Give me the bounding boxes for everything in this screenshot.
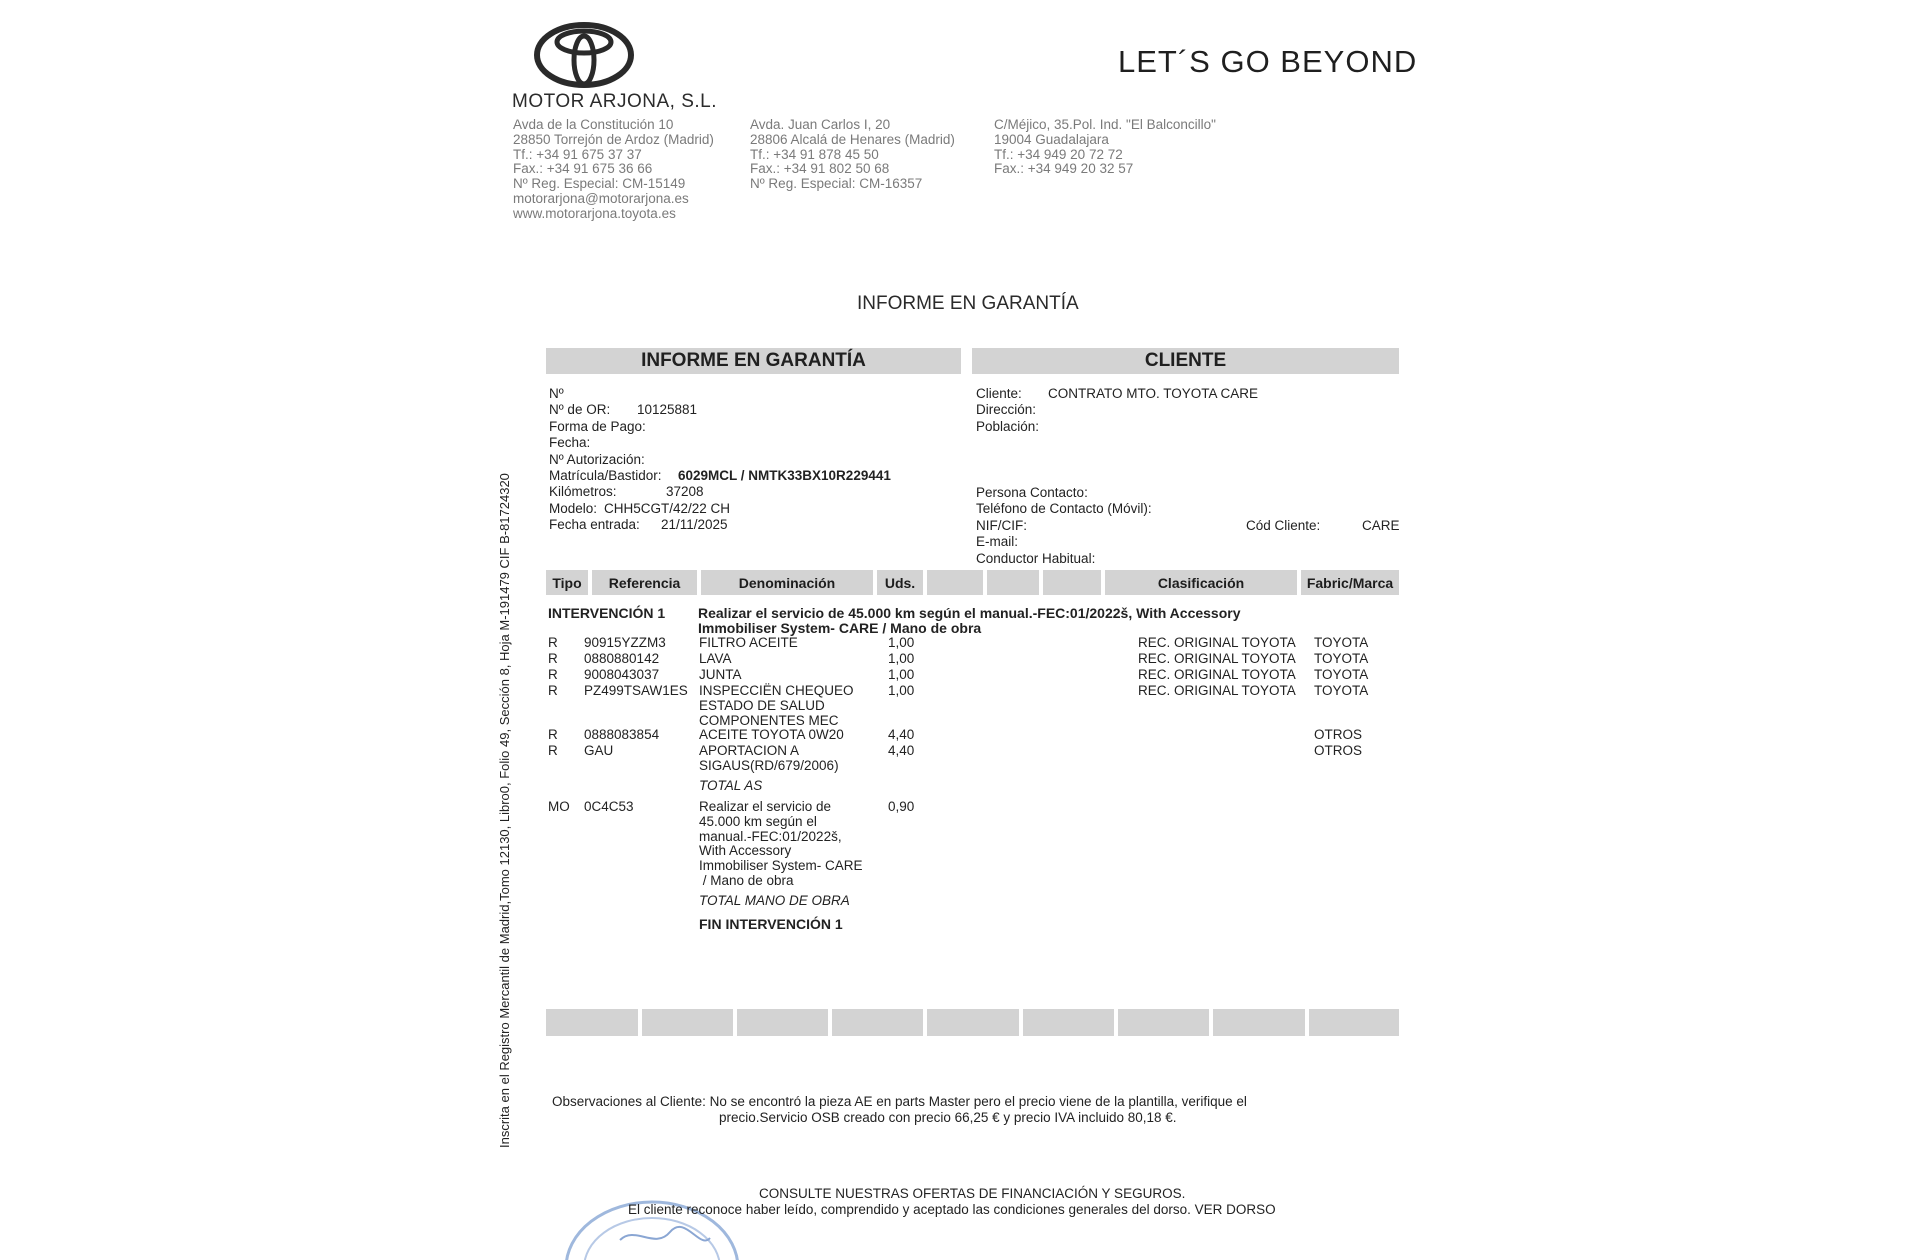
address-block-alcala: Avda. Juan Carlos I, 20 28806 Alcalá de Henares (Madrid) Tf.: +34 91 878 45 50 Fax.: +34 91 802 50 68 Nº Reg. Especial: CM-16357 (750, 117, 955, 192)
acceptance-notice: El cliente reconoce haber leído, comprendido y aceptado las condiciones generales del dorso. VER DORSO (628, 1202, 1276, 1217)
total-as: TOTAL AS (699, 778, 763, 793)
field-forma-pago: Forma de Pago: (549, 418, 646, 434)
field-or: Nº de OR: 10125881 (549, 402, 698, 418)
informe-heading: INFORME EN GARANTÍA (546, 348, 961, 374)
warranty-report-page: MOTOR ARJONA, S.L. LET´S GO BEYOND Avda de la Constitución 10 28850 Torrejón de Ardoz (Madrid) Tf.: +34 91 675 37 37 Fax.: +34 91 675 36 66 Nº Reg. Especial: CM-15149 motorarjona@motorarjona.es www.motorarjona.toyota.es Avda. Juan Carlos I, 20 28806 Alcalá de Henares (Madrid) Tf.: +34 91 878 45 50 Fax.: +34 91 802 50 68 Nº Reg. Especial: CM-16357 C/Méjico, 35.Pol. Ind. "El Balconcillo" 19004 Guadalajara Tf.: +34 949 20 72 72 Fax.: +34 949 20 32 57 INFORME EN GARANTÍA INFORME EN GARANTÍA CLIENTE Nº Nº de OR: 10125881 Forma de Pago: Fecha: Nº Autorización: Matrícula/Bastidor: 6029MCL / NMTK33BX10R229441 Kilómetros: 37208 Modelo: CHH5CGT/42/22 CH Fecha entrada: 21/11/2025 Cliente: CONTRATO MTO. TOYOTA CARE Dirección: Población: Persona Contacto: Teléfono de Contacto (Móvil): NIF/CIF: E-mail: Conductor Habitual: Cód Cliente: CARE Tipo Referencia Denominación Uds. Clasificación Fabric/Marca INTERVENCIÓN 1 Realizar el servicio de 45.000 km según el manual.-FEC:01/2022š, With Accessory Immobiliser System- CARE / Mano de obra R 90915YZZM3 FILTRO ACEITE 1,00 REC. ORIGINAL TOYOTA TOYOTA R 0880880142 LAVA 1,00 REC. ORIGINAL TOYOTA TOYOTA R 9008043037 JUNTA 1,00 REC. ORIGINAL TOYOTA TOYOTA R PZ499TSAW1ES INSPECCIËN CHEQUEO ESTADO DE SALUD COMPONENTES MEC 1,00 REC. ORIGINAL TOYOTA TOYOTA R 0888083854 ACEITE TOYOTA 0W20 4,40 OTROS R GAU APORTACION A SIGAUS(RD/679/2006) 4,40 OTROS TOTAL AS MO 0C4C53 Realizar el servicio de 45.000 km según el manual.-FEC:01/2022š, With Accessory Immobiliser System- CARE / Mano de obra 0,90 TOTAL MANO DE OBRA FIN INTERVENCIÓN 1 Inscrita en el Registro Mercantil de Madrid,Tomo 12130, Libro0, Folio 49, Sección 8, Hoja M-191479 CIF B-81724320 Observaciones al Cliente: No se encontró la pieza AE en parts Master pero el precio viene de la plantilla, verifique el precio.Servicio OSB creado con precio 66,25 € y precio IVA incluido 80,18 €. CONSULTE NUESTRAS OFERTAS DE FINANCIACIÓN Y SEGUROS. El cliente reconoce haber leído, comprendido y aceptado las condiciones generales del dorso. VER DORSO (0, 0, 1920, 1260)
field-kilometros: Kilómetros: 37208 (549, 484, 704, 500)
field-fecha-entrada: Fecha entrada: 21/11/2025 (549, 517, 728, 533)
th-blank-1 (927, 570, 983, 595)
cod-cliente-value: CARE (1362, 518, 1400, 533)
cod-cliente-label: Cód Cliente: (1246, 518, 1321, 533)
field-modelo: Modelo: CHH5CGT/42/22 CH (549, 500, 731, 516)
fin-intervencion: FIN INTERVENCIÓN 1 (699, 916, 843, 932)
th-fabric-marca: Fabric/Marca (1301, 570, 1399, 595)
th-blank-3 (1043, 570, 1101, 595)
th-uds: Uds. (877, 570, 923, 595)
th-tipo: Tipo (546, 570, 588, 595)
address-block-guadalajara: C/Méjico, 35.Pol. Ind. "El Balconcillo" 19004 Guadalajara Tf.: +34 949 20 72 72 Fax.: +34 949 20 32 57 (994, 117, 1216, 177)
informe-fields (549, 386, 891, 534)
document-title: INFORME EN GARANTÍA (857, 293, 1079, 314)
field-matricula: Matrícula/Bastidor: 6029MCL / NMTK33BX10R229441 (549, 467, 891, 483)
company-name: MOTOR ARJONA, S.L. (512, 91, 718, 112)
cliente-contact-fields: Persona Contacto: Teléfono de Contacto (Móvil): NIF/CIF: E-mail: Conductor Habitual: (976, 485, 1152, 566)
th-clasificacion: Clasificación (1105, 570, 1297, 595)
th-referencia: Referencia (592, 570, 697, 595)
cliente-heading: CLIENTE (972, 348, 1399, 374)
cliente-fields: Cliente: CONTRATO MTO. TOYOTA CARE Dirección: Población: (976, 386, 1259, 434)
th-blank-2 (987, 570, 1039, 595)
total-mano-obra: TOTAL MANO DE OBRA (699, 893, 850, 908)
registry-sidebar: Inscrita en el Registro Mercantil de Madrid,Tomo 12130, Libro0, Folio 49, Sección 8, Hoja M-191479 CIF B-81724320 (497, 473, 512, 1148)
intervencion-label: INTERVENCIÓN 1 (548, 605, 666, 621)
field-fecha: Fecha: (549, 435, 591, 451)
ofertas-notice: CONSULTE NUESTRAS OFERTAS DE FINANCIACIÓN Y SEGUROS. (759, 1186, 1186, 1201)
field-autorizacion: Nº Autorización: (549, 451, 645, 467)
intervencion-desc: Realizar el servicio de 45.000 km según el manual.-FEC:01/2022š, With Accessory Immobiliser System- CARE / Mano de obra (698, 605, 1241, 636)
th-denominacion: Denominación (701, 570, 873, 595)
toyota-logo-icon (534, 22, 634, 88)
slogan: LET´S GO BEYOND (1118, 44, 1418, 79)
address-block-torrejon: Avda de la Constitución 10 28850 Torrejón de Ardoz (Madrid) Tf.: +34 91 675 37 37 Fax.: +34 91 675 36 66 Nº Reg. Especial: CM-15149 motorarjona@motorarjona.es www.motorarjona.toyota.es (513, 117, 714, 221)
field-numero: Nº (549, 386, 564, 401)
observaciones: Observaciones al Cliente: No se encontró la pieza AE en parts Master pero el precio viene de la plantilla, verifique el precio.Servicio OSB creado con precio 66,25 € y precio IVA incluido 80,18 €. (552, 1094, 1247, 1125)
